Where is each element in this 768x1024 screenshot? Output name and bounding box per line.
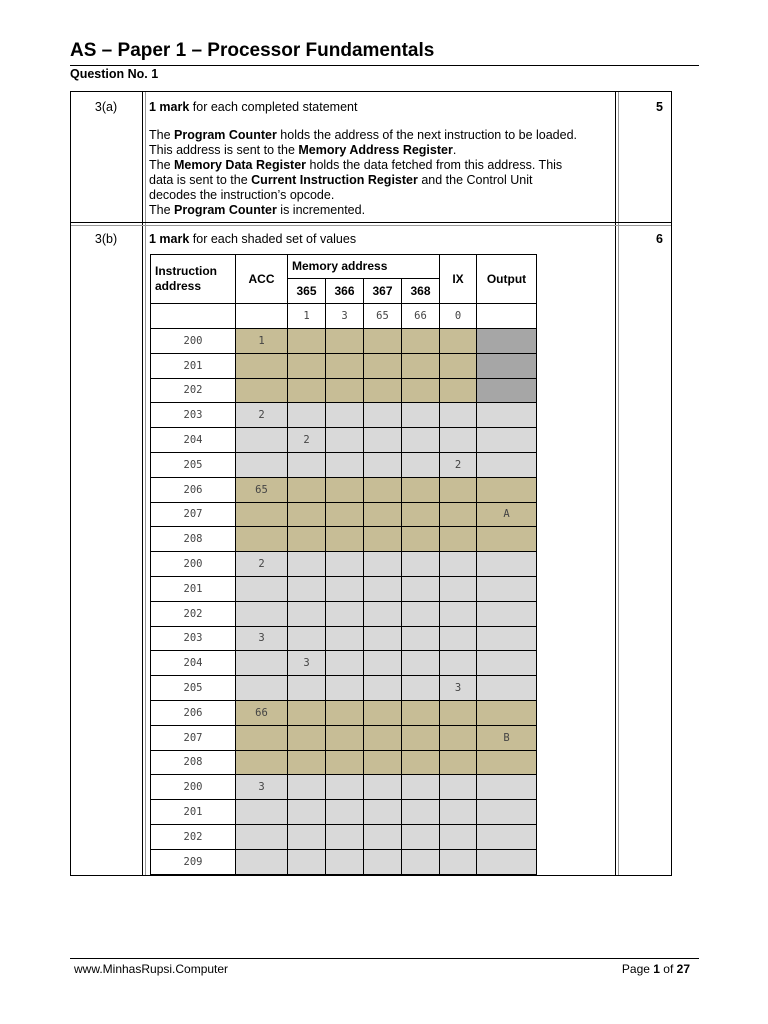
table-row [151, 676, 537, 701]
table-row [151, 800, 537, 825]
table-cell [477, 576, 537, 601]
table-cell [364, 725, 402, 750]
table-row [151, 775, 537, 800]
table-cell [326, 329, 364, 354]
table-cell [288, 750, 326, 775]
table-cell [364, 651, 402, 676]
table-cell [364, 700, 402, 725]
table-cell [477, 676, 537, 701]
mark-bold: 1 mark [149, 100, 190, 114]
table-cell [288, 576, 326, 601]
table-cell [364, 353, 402, 378]
table-cell [402, 428, 440, 453]
table-cell [326, 403, 364, 428]
table-cell [440, 353, 477, 378]
table-cell [288, 700, 326, 725]
table-cell [440, 527, 477, 552]
table-cell [236, 601, 288, 626]
table-row [151, 601, 537, 626]
instruction-address-cell: 200 [151, 329, 236, 354]
table-row [151, 378, 537, 403]
part-a-answer [149, 100, 577, 218]
table-row [151, 626, 537, 651]
title-rule [70, 65, 699, 66]
table-cell [236, 527, 288, 552]
table-cell [326, 353, 364, 378]
table-cell [477, 601, 537, 626]
instruction-address-cell: 206 [151, 700, 236, 725]
page-number: Page 1 of 27 [621, 962, 690, 976]
table-cell [288, 527, 326, 552]
table-cell [402, 477, 440, 502]
table-cell [477, 304, 537, 329]
table-cell: 3 [236, 626, 288, 651]
statement-line: The Program Counter holds the address of the next instruction to be loaded. [149, 128, 578, 142]
table-cell [402, 775, 440, 800]
table-cell [288, 502, 326, 527]
table-cell [236, 502, 288, 527]
mark-guidance [149, 100, 577, 115]
table-cell: 3 [326, 304, 364, 329]
table-cell [477, 800, 537, 825]
table-cell [288, 601, 326, 626]
table-cell [440, 849, 477, 874]
table-cell [440, 651, 477, 676]
table-cell [440, 378, 477, 403]
table-cell [364, 378, 402, 403]
footer-rule [70, 958, 699, 959]
column-divider [142, 92, 143, 875]
table-cell: 2 [236, 552, 288, 577]
table-cell [326, 824, 364, 849]
table-cell [440, 800, 477, 825]
table-cell [236, 353, 288, 378]
table-cell [151, 304, 236, 329]
table-cell: 2 [236, 403, 288, 428]
instruction-address-cell: 206 [151, 477, 236, 502]
table-cell [326, 601, 364, 626]
table-cell: B [477, 725, 537, 750]
table-cell [236, 750, 288, 775]
table-cell [402, 700, 440, 725]
table-cell [477, 824, 537, 849]
part-a-label: 3(a) [94, 100, 118, 114]
table-row [151, 651, 537, 676]
header-mem-366: 366 [326, 279, 364, 304]
table-cell [288, 353, 326, 378]
instruction-address-cell: 204 [151, 651, 236, 676]
table-cell: 65 [236, 477, 288, 502]
table-cell [440, 403, 477, 428]
instruction-address-cell: 204 [151, 428, 236, 453]
table-cell [477, 477, 537, 502]
table-cell [288, 552, 326, 577]
table-cell [402, 824, 440, 849]
header-mem-368: 368 [402, 279, 440, 304]
table-cell [288, 626, 326, 651]
table-cell [326, 651, 364, 676]
table-cell [364, 502, 402, 527]
table-cell [288, 800, 326, 825]
table-cell [364, 849, 402, 874]
table-cell [364, 428, 402, 453]
table-cell [288, 725, 326, 750]
table-row [151, 725, 537, 750]
table-cell [236, 304, 288, 329]
table-cell [326, 452, 364, 477]
table-cell [364, 403, 402, 428]
table-cell [326, 378, 364, 403]
table-cell [402, 452, 440, 477]
statement-line: decodes the instruction’s opcode. [149, 188, 335, 202]
instruction-address-cell: 208 [151, 527, 236, 552]
instruction-address-cell: 209 [151, 849, 236, 874]
table-cell [236, 824, 288, 849]
table-cell [402, 651, 440, 676]
table-cell [288, 329, 326, 354]
table-cell [402, 601, 440, 626]
table-cell [236, 452, 288, 477]
table-cell [477, 353, 537, 378]
table-cell [326, 725, 364, 750]
table-row [151, 700, 537, 725]
table-cell [364, 452, 402, 477]
table-row [151, 452, 537, 477]
column-divider [145, 92, 146, 875]
table-cell [440, 552, 477, 577]
table-row [151, 477, 537, 502]
header-mem-367: 367 [364, 279, 402, 304]
statement-line: The Program Counter is incremented. [149, 203, 366, 217]
table-cell [326, 800, 364, 825]
table-cell [402, 552, 440, 577]
table-cell [326, 700, 364, 725]
table-cell [402, 378, 440, 403]
question-number: Question No. 1 [70, 67, 159, 81]
table-cell [402, 403, 440, 428]
table-row [151, 353, 537, 378]
table-cell [236, 428, 288, 453]
table-cell [477, 700, 537, 725]
table-cell [402, 626, 440, 651]
table-cell [477, 849, 537, 874]
table-cell [364, 552, 402, 577]
table-cell [477, 378, 537, 403]
table-cell [364, 676, 402, 701]
table-cell [477, 329, 537, 354]
table-cell [288, 452, 326, 477]
table-cell [440, 329, 477, 354]
table-cell [402, 725, 440, 750]
table-cell [364, 329, 402, 354]
table-cell [364, 824, 402, 849]
table-cell [477, 651, 537, 676]
mark-text: for each completed statement [189, 100, 358, 114]
table-cell: 3 [288, 651, 326, 676]
table-cell [326, 576, 364, 601]
table-cell [477, 750, 537, 775]
table-cell [402, 527, 440, 552]
table-cell [288, 403, 326, 428]
table-cell: 3 [440, 676, 477, 701]
table-cell [440, 502, 477, 527]
table-cell [326, 676, 364, 701]
page-title: AS – Paper 1 – Processor Fundamentals [70, 40, 435, 61]
instruction-address-cell: 203 [151, 626, 236, 651]
table-cell [364, 477, 402, 502]
row-divider [71, 222, 671, 223]
table-cell [326, 552, 364, 577]
table-row [151, 750, 537, 775]
footer-website: www.MinhasRupsi.Computer [74, 962, 229, 976]
table-cell [326, 626, 364, 651]
column-divider [618, 92, 619, 875]
column-divider [615, 92, 616, 875]
table-cell [364, 750, 402, 775]
table-cell [477, 626, 537, 651]
instruction-address-cell: 207 [151, 725, 236, 750]
table-cell: 2 [288, 428, 326, 453]
table-cell: 0 [440, 304, 477, 329]
instruction-address-cell: 201 [151, 353, 236, 378]
table-cell [477, 527, 537, 552]
instruction-address-cell: 203 [151, 403, 236, 428]
header-instruction-address: Instruction address [151, 255, 236, 304]
table-cell [402, 676, 440, 701]
table-cell [326, 775, 364, 800]
header-memory-address: Memory address [288, 255, 440, 279]
table-cell [440, 700, 477, 725]
table-cell [440, 725, 477, 750]
instruction-address-cell: 208 [151, 750, 236, 775]
table-cell [364, 775, 402, 800]
instruction-address-cell: 202 [151, 601, 236, 626]
part-b-marks: 6 [656, 232, 663, 246]
part-b-label: 3(b) [94, 232, 118, 246]
table-row [151, 552, 537, 577]
header-ix: IX [440, 255, 477, 304]
table-row [151, 329, 537, 354]
table-cell [402, 750, 440, 775]
table-cell [326, 750, 364, 775]
statement-line: This address is sent to the Memory Address Register. [149, 143, 457, 157]
table-cell: 66 [402, 304, 440, 329]
mark-guidance: 1 mark for each shaded set of values [149, 232, 357, 246]
table-cell [288, 477, 326, 502]
header-mem-365: 365 [288, 279, 326, 304]
row-divider [71, 225, 671, 226]
instruction-address-cell: 201 [151, 576, 236, 601]
table-cell [364, 601, 402, 626]
table-cell [440, 626, 477, 651]
instruction-address-cell: 202 [151, 824, 236, 849]
table-cell [477, 428, 537, 453]
table-cell [402, 329, 440, 354]
statement-line: data is sent to the Current Instruction Register and the Control Unit [149, 173, 533, 187]
table-cell [364, 576, 402, 601]
table-cell [440, 775, 477, 800]
trace-table [150, 254, 537, 875]
table-cell [236, 651, 288, 676]
instruction-address-cell: 201 [151, 800, 236, 825]
statement-line: The Memory Data Register holds the data fetched from this address. This [149, 158, 563, 172]
table-cell [236, 378, 288, 403]
table-row [151, 403, 537, 428]
instruction-address-cell: 205 [151, 676, 236, 701]
table-cell: 66 [236, 700, 288, 725]
table-cell [326, 527, 364, 552]
table-cell [364, 800, 402, 825]
table-cell [326, 477, 364, 502]
table-cell: 1 [288, 304, 326, 329]
table-cell [364, 527, 402, 552]
instruction-address-cell: 200 [151, 775, 236, 800]
header-acc: ACC [236, 255, 288, 304]
table-cell: A [477, 502, 537, 527]
table-cell [477, 452, 537, 477]
table-cell [326, 428, 364, 453]
table-cell [288, 849, 326, 874]
table-cell [477, 403, 537, 428]
table-cell [402, 849, 440, 874]
table-cell: 1 [236, 329, 288, 354]
table-cell [440, 477, 477, 502]
table-cell [236, 576, 288, 601]
table-cell: 3 [236, 775, 288, 800]
table-cell [288, 676, 326, 701]
table-cell [236, 676, 288, 701]
header-output: Output [477, 255, 537, 304]
table-cell [440, 576, 477, 601]
instruction-address-cell: 202 [151, 378, 236, 403]
initial-values-row [151, 304, 537, 329]
table-cell [402, 800, 440, 825]
table-row [151, 824, 537, 849]
table-row [151, 428, 537, 453]
mark-scheme-box [70, 91, 672, 876]
table-cell [364, 626, 402, 651]
table-row [151, 502, 537, 527]
table-cell [440, 750, 477, 775]
table-cell [236, 725, 288, 750]
table-row [151, 576, 537, 601]
table-cell [326, 849, 364, 874]
instruction-address-cell: 207 [151, 502, 236, 527]
table-cell [236, 800, 288, 825]
table-cell [402, 502, 440, 527]
table-cell [402, 353, 440, 378]
table-cell: 65 [364, 304, 402, 329]
table-cell [288, 378, 326, 403]
instruction-address-cell: 200 [151, 552, 236, 577]
table-cell: 2 [440, 452, 477, 477]
table-cell [288, 775, 326, 800]
table-cell [326, 502, 364, 527]
table-cell [288, 824, 326, 849]
table-cell [440, 824, 477, 849]
table-cell [440, 601, 477, 626]
part-a-marks: 5 [656, 100, 663, 114]
table-cell [440, 428, 477, 453]
table-cell [477, 775, 537, 800]
table-cell [477, 552, 537, 577]
table-cell [402, 576, 440, 601]
table-row [151, 527, 537, 552]
table-row [151, 849, 537, 874]
instruction-address-cell: 205 [151, 452, 236, 477]
table-cell [236, 849, 288, 874]
